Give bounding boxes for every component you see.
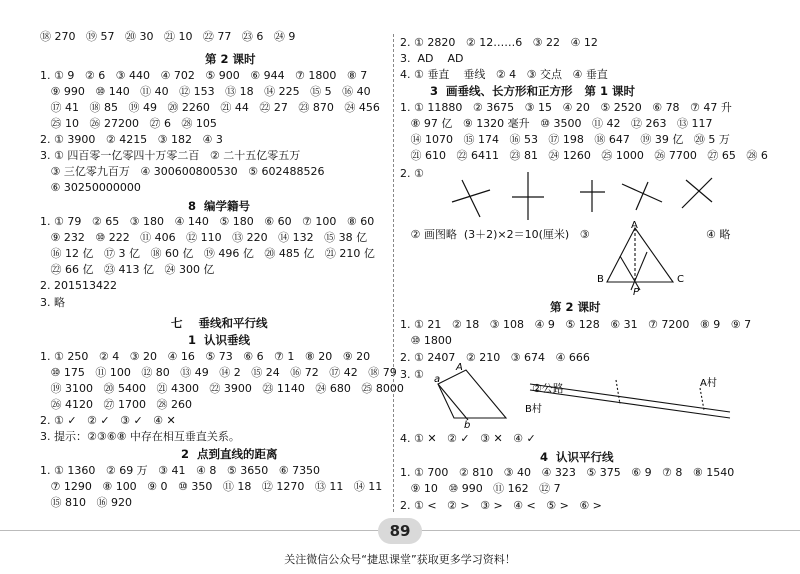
answer-line: 1. ① 79 ② 65 ③ 180 ④ 140 ⑤ 180 ⑥ 60 ⑦ 100 ⑧ 60 (40, 215, 375, 228)
answer-line: 3. 略 (40, 296, 65, 309)
answer-line: ⑭ 1070 ⑮ 174 ⑯ 53 ⑰ 198 ⑱ 647 ⑲ 39 亿 ⑳ 5 万 (400, 133, 730, 146)
label-a: a (434, 374, 441, 385)
answer-line: 3. 提示：②③⑥⑧ 中存在相互垂直关系。 (40, 430, 240, 443)
perpendicular-figures (440, 172, 740, 222)
chapter-heading: 七 垂线和平行线 (171, 316, 268, 330)
answer-line: ㉑ 610 ㉒ 6411 ㉓ 81 ㉔ 1260 ㉕ 1000 ㉖ 7700 ㉗ 65 ㉘ 6 (400, 149, 768, 162)
triangle-height-figure (428, 360, 518, 430)
answer-line: 2. ① 2820 ② 12……6 ③ 22 ④ 12 (400, 36, 598, 49)
answer-line: ⑯ 12 亿 ⑰ 3 亿 ⑱ 60 亿 ⑲ 496 亿 ⑳ 485 亿 ㉑ 210 亿 (40, 247, 375, 260)
column-divider (393, 34, 394, 512)
road-figure (520, 374, 740, 424)
answer-line: ⑲ 3100 ⑳ 5400 ㉑ 4300 ㉒ 3900 ㉓ 1140 ㉔ 680 ㉕ 8000 (40, 382, 404, 395)
answer-line: 4. ① ✕ ② ✓ ③ ✕ ④ ✓ (400, 432, 536, 445)
answer-line: ㉖ 4120 ㉗ 1700 ㉘ 260 (40, 398, 192, 411)
answer-line: 1. ① 9 ② 6 ③ 440 ④ 702 ⑤ 900 ⑥ 944 ⑦ 1800 ⑧ 7 (40, 69, 368, 82)
answer-line: 1. ① 700 ② 810 ③ 40 ④ 323 ⑤ 375 ⑥ 9 ⑦ 8 ⑧ 1540 (400, 466, 735, 479)
answer-line: ㉒ 66 亿 ㉓ 413 亿 ㉔ 300 亿 (40, 263, 215, 276)
label-C: C (677, 274, 684, 285)
village-A: A村 (700, 378, 717, 389)
answer-line: 4. ① 垂直 垂线 ② 4 ③ 交点 ④ 垂直 (400, 68, 608, 81)
answer-line: ⑦ 1290 ⑧ 100 ⑨ 0 ⑩ 350 ⑪ 18 ⑫ 1270 ⑬ 11 ⑭ 11 (40, 480, 383, 493)
answer-line: ⑰ 41 ⑱ 85 ⑲ 49 ⑳ 2260 ㉑ 44 ㉒ 27 ㉓ 870 ㉔ 456 (40, 101, 380, 114)
answer-line: 1. ① 11880 ② 3675 ③ 15 ④ 20 ⑤ 2520 ⑥ 78 ⑦ 47 升 (400, 101, 732, 114)
answer-line: 2. ① < ② > ③ > ④ < ⑤ > ⑥ > (400, 499, 602, 512)
answer-line: ③ 三亿零九百万 ④ 300600800530 ⑤ 602488526 (40, 165, 325, 178)
answer-line: 1. ① 250 ② 4 ③ 20 ④ 16 ⑤ 73 ⑥ 6 ⑦ 1 ⑧ 20 ⑨ 20 (40, 350, 371, 363)
answer-line: ⑧ 97 亿 ⑨ 1320 毫升 ⑩ 3500 ⑪ 42 ⑫ 263 ⑬ 117 (400, 117, 713, 130)
section-heading: 4 认识平行线 (540, 450, 614, 464)
label-A: A (631, 220, 638, 231)
answer-line: 1. ① 1360 ② 69 万 ③ 41 ④ 8 ⑤ 3650 ⑥ 7350 (40, 464, 321, 477)
answer-line: 1. ① 21 ② 18 ③ 108 ④ 9 ⑤ 128 ⑥ 31 ⑦ 7200 ⑧ 9 ⑨ 7 (400, 318, 752, 331)
road-number: ② (532, 382, 542, 395)
answer-line: 3. ① (400, 368, 424, 381)
label-b: b (464, 420, 471, 430)
label-tri-A: A (456, 362, 463, 373)
answer-line: ⑩ 1800 (400, 334, 452, 347)
answer-line: 2. 201513422 (40, 279, 117, 292)
answer-line: ⑨ 10 ⑩ 990 ⑪ 162 ⑫ 7 (400, 482, 561, 495)
section-heading: 第 2 课时 (205, 52, 256, 66)
triangle-figure (595, 220, 715, 300)
section-heading: 2 点到直线的距离 (181, 447, 278, 461)
answer-line: 2. ① 3900 ② 4215 ③ 182 ④ 3 (40, 133, 223, 146)
answer-fourth: ④ 略 (706, 228, 731, 241)
answer-line: ② 画图略 (3＋2)×2＝10(厘米) ③ (400, 228, 590, 241)
answer-line: 2. ① 2407 ② 210 ③ 674 ④ 666 (400, 351, 590, 364)
footer-note: 关注微信公众号“捷思课堂”获取更多学习资料！ (284, 553, 516, 566)
answer-line: ⑨ 990 ⑩ 140 ⑪ 40 ⑫ 153 ⑬ 18 ⑭ 225 ⑮ 5 ⑯ 40 (40, 85, 371, 98)
answer-line: ⑱ 270 ⑲ 57 ⑳ 30 ㉑ 10 ㉒ 77 ㉓ 6 ㉔ 9 (40, 30, 296, 43)
road-text: 公路 (541, 382, 564, 395)
answer-line: ⑩ 175 ⑪ 100 ⑫ 80 ⑬ 49 ⑭ 2 ⑮ 24 ⑯ 72 ⑰ 42 ⑱ 79 (40, 366, 397, 379)
section-heading: 第 2 课时 (550, 300, 601, 314)
answer-line: 3. AD AD (400, 52, 464, 65)
label-P: P (633, 287, 640, 298)
answer-line: 2. ① ✓ ② ✓ ③ ✓ ④ ✕ (40, 414, 176, 427)
answer-line: ⑥ 30250000000 (40, 181, 141, 194)
label-B: B (597, 274, 604, 285)
answer-line: ㉕ 10 ㉖ 27200 ㉗ 6 ㉘ 105 (40, 117, 217, 130)
village-B: B村 (525, 404, 542, 415)
answer-line: ⑮ 810 ⑯ 920 (40, 496, 132, 509)
answer-line: ⑨ 232 ⑩ 222 ⑪ 406 ⑫ 110 ⑬ 220 ⑭ 132 ⑮ 38 亿 (40, 231, 368, 244)
section-heading: 1 认识垂线 (188, 333, 251, 347)
page-number: 89 (378, 518, 422, 544)
answer-line: 3. ① 四百零一亿零四十万零二百 ② 二十五亿零五万 (40, 149, 301, 162)
section-heading: 8 编学籍号 (188, 199, 251, 213)
answer-line: 2. ① (400, 167, 424, 180)
section-heading: 3 画垂线、长方形和正方形 第 1 课时 (430, 84, 636, 98)
